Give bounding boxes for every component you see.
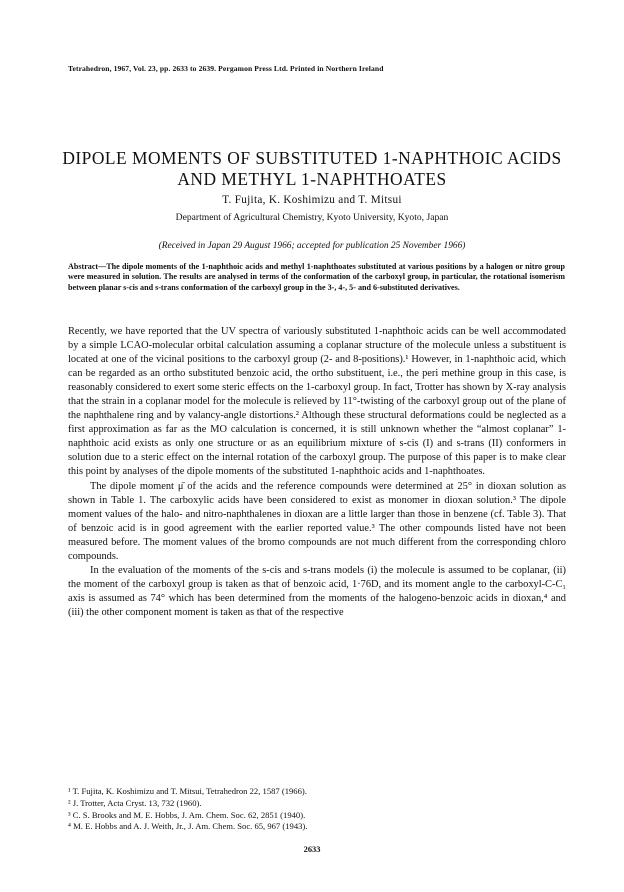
page-number: 2633 [303, 845, 321, 854]
paragraph-1: Recently, we have reported that the UV spectra of variously substituted 1-naphthoic acids can be well accommodated by a simple LCAO-molecular orbital calculation assuming a coplanar structure of the molecule unless a substituent is located at one of the vicinal positions to the carboxyl group (2- and 8-positions).¹ However, in 1-naphthoic acid, which can be regarded as an ortho substituted benzoic acid, the ortho substituent, i.e., the peri methine group in this case, is reasonably considered to exert some steric effects on the 1-carboxyl group. In fact, Trotter has shown by X-ray analysis that the strain in a coplanar model for the molecule is relieved by 11°-twisting of the carboxyl group out of the plane of the naphthalene ring and by valancy-angle distortions.² Although these structural deformations could be neglected as a first approximation as far as the MO calculation is concerned, it is still unknown whether the “almost coplanar” 1-naphthoic acid exists as only one structure or as an equilibrium mixture of s-cis (I) and s-trans (II) conformers in solution due to a steric effect on the internal rotation of the carboxyl group. The purpose of this paper is to make clear this point by analyses of the dipole moments of the substituted 1-naphthoic acids and 1-naphthoates. [68, 326, 566, 478]
abstract: Abstract—The dipole moments of the 1-naphthoic acids and methyl 1-naphthoates substituted at various positions by a halogen or nitro group were measured in solution. The results are analysed in terms of the conformation of the carboxyl group, in particular, the rotational isomerism between planar s-cis and s-trans conformation of the carboxyl group in the 3-, 4-, 5- and 6-substituted derivatives. [68, 262, 565, 292]
author-list: T. Fujita, K. Koshimizu and T. Mitsui [222, 194, 402, 206]
footnote-3: ³ C. S. Brooks and M. E. Hobbs, J. Am. Chem. Soc. 62, 2851 (1940). [68, 809, 306, 820]
footnote-1: ¹ T. Fujita, K. Koshimizu and T. Mitsui, Tetrahedron 22, 1587 (1966). [68, 786, 307, 796]
footnote-2: ² J. Trotter, Acta Cryst. 13, 732 (1960). [68, 797, 202, 808]
body-text [68, 325, 566, 620]
author-affiliation: Department of Agricultural Chemistry, Kyoto University, Kyoto, Japan [175, 212, 449, 223]
received-dates: (Received in Japan 29 August 1966; accepted for publication 25 November 1966) [158, 241, 466, 251]
footnote-4: ⁴ M. E. Hobbs and A. J. Weith, Jr., J. Am. Chem. Soc. 65, 967 (1943). [68, 821, 308, 832]
paper-title: DIPOLE MOMENTS OF SUBSTITUTED 1-NAPHTHOIC ACIDS AND METHYL 1-NAPHTHOATES [62, 148, 562, 189]
footnotes [68, 786, 566, 833]
journal-citation-line: Tetrahedron, 1967, Vol. 23, pp. 2633 to 2639. Pergamon Press Ltd. Printed in Northern Ireland [68, 64, 384, 73]
paragraph-3: In the evaluation of the moments of the s-cis and s-trans models (i) the molecule is assumed to be coplanar, (ii) the moment of the carboxyl group is taken as that of benzoic acid, 1·76D, and its moment angle to the carboxyl-C-C₁ axis is assumed as 74° which has been determined from the moments of the halogeno-benzoic acids in dioxan,⁴ and (iii) the other component moment is taken as that of the respective [68, 564, 566, 618]
paragraph-2: The dipole moment μ̄ of the acids and the reference compounds were determined at 25° in dioxan solution as shown in Table 1. The carboxylic acids have been considered to exist as monomer in dioxan solution.³ The dipole moment values of the halo- and nitro-naphthalenes in dioxan are a little larger than those in benzene (cf. Table 3). That of benzoic acid is in good agreement with the earlier reported value.³ The other compounds listed have not been measured before. The moment values of the bromo compounds are not much different from the corresponding chloro compounds. [68, 480, 566, 562]
